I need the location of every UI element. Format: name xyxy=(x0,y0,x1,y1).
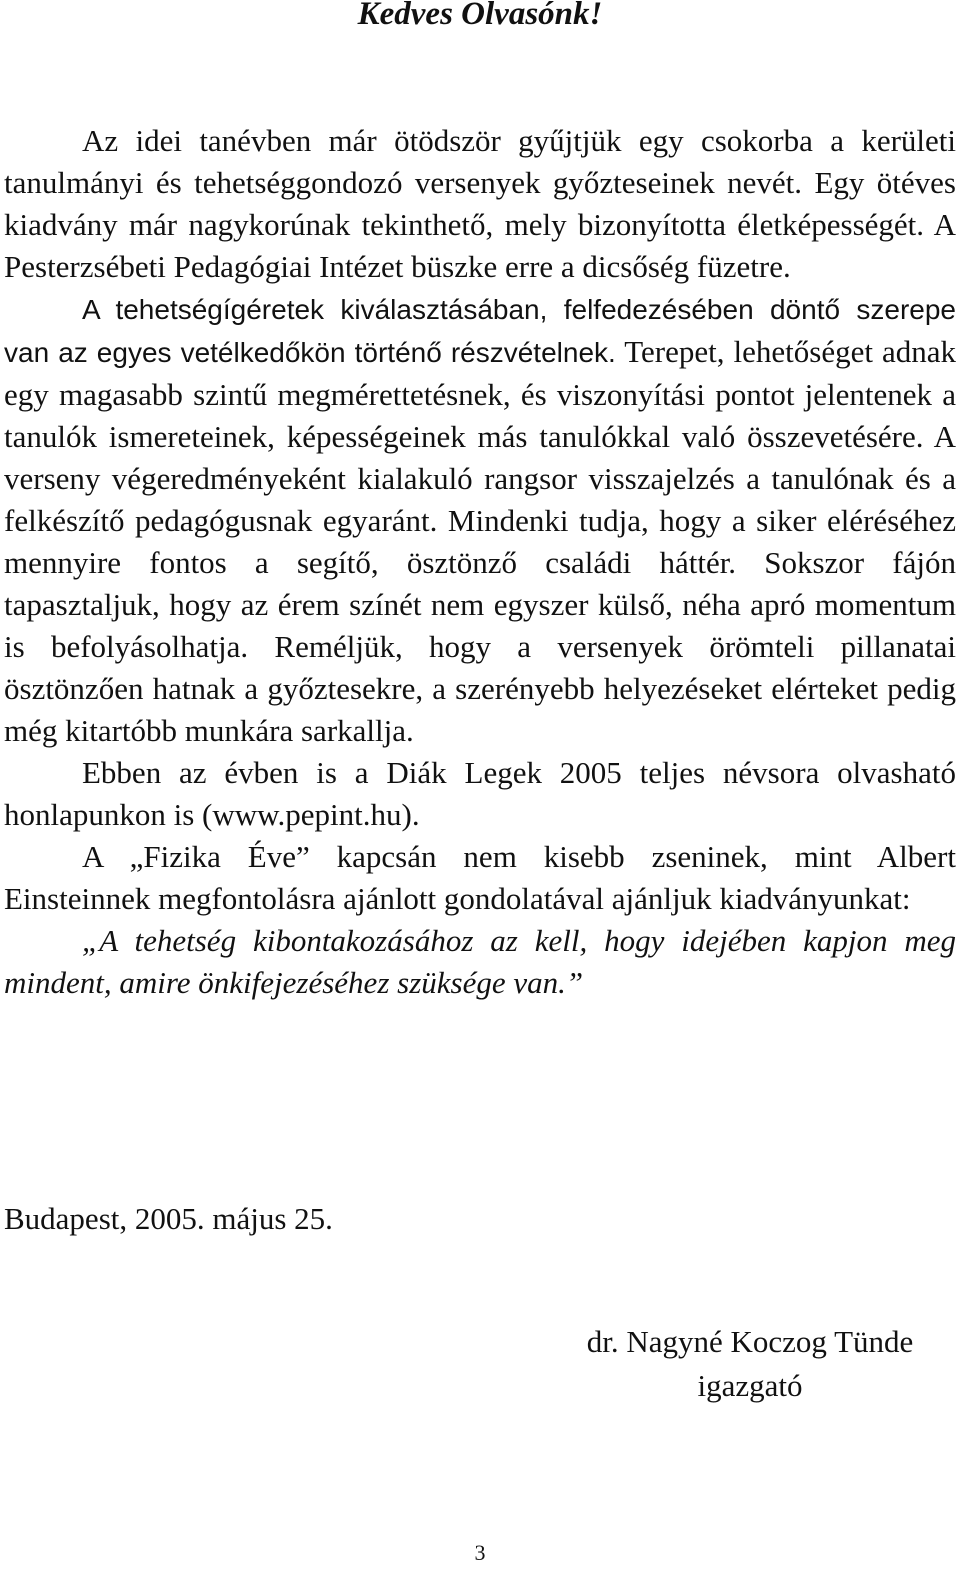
paragraph-talent xyxy=(4,288,956,752)
paragraph-einstein: A „Fizika Éve” kapcsán nem kisebb zseninek, mint Albert Einsteinnek megfontolásra ajánlott gondolatával ajánljuk kiadványunkat: xyxy=(4,839,956,916)
signer-role: igazgató xyxy=(697,1368,803,1403)
signature-block xyxy=(520,1320,960,1408)
paragraph-intro: Az idei tanévben már ötödször gyűjtjük egy csokorba a kerületi tanulmányi és tehetséggondozó versenyek győzteseinek nevét. Egy ötéves kiadvány már nagykorúnak tekinthető, mely bizonyította életképességét. A Pesterzsébeti Pedagógiai Intézet büszke erre a dicsőség füzetre. xyxy=(4,123,956,284)
signer-name: dr. Nagyné Koczog Tünde xyxy=(586,1324,914,1359)
letter-body xyxy=(4,120,956,1004)
paragraph-talent-rest: Terepet, lehetőséget adnak egy magasabb szintű megmérettetésnek, és viszonyítási pontot jelentenek a tanulók ismereteinek, képességeinek más tanulókkal való összevetésére. A verseny végeredményeként kialakuló rangsor visszajelzés a tanulónak és a felkészítő pedagógusnak egyaránt. Mindenki tudja, hogy a siker eléréséhez mennyire fontos a segítő, ösztönző családi háttér. Sokszor fájón tapasztaljuk, hogy az érem színét nem egyszer külső, néha apró momentum is befolyásolhatja. Reméljük, hogy a versenyek örömteli pillanatai ösztönzően hatnak a győztesekre, a szerényebb helyezéseket elérteket pedig még kitartóbb munkára sarkallja. xyxy=(4,334,956,748)
page-title: Kedves Olvasónk! xyxy=(357,0,603,32)
place-and-date: Budapest, 2005. május 25. xyxy=(4,1201,333,1236)
paragraph-website: Ebben az évben is a Diák Legek 2005 teljes névsora olvasható honlapunkon is (www.pepint.hu). xyxy=(4,755,956,832)
page-number: 3 xyxy=(474,1540,486,1565)
einstein-quote: „A tehetség kibontakozásához az kell, hogy idejében kapjon meg mindent, amire önkifejezéséhez szüksége van.” xyxy=(4,923,956,1000)
paragraph-talent-lead: A tehetségígéretek kiválasztásában, felfedezésében döntő szerepe van az egyes vetélkedőkön történő részvételnek. xyxy=(4,294,956,368)
